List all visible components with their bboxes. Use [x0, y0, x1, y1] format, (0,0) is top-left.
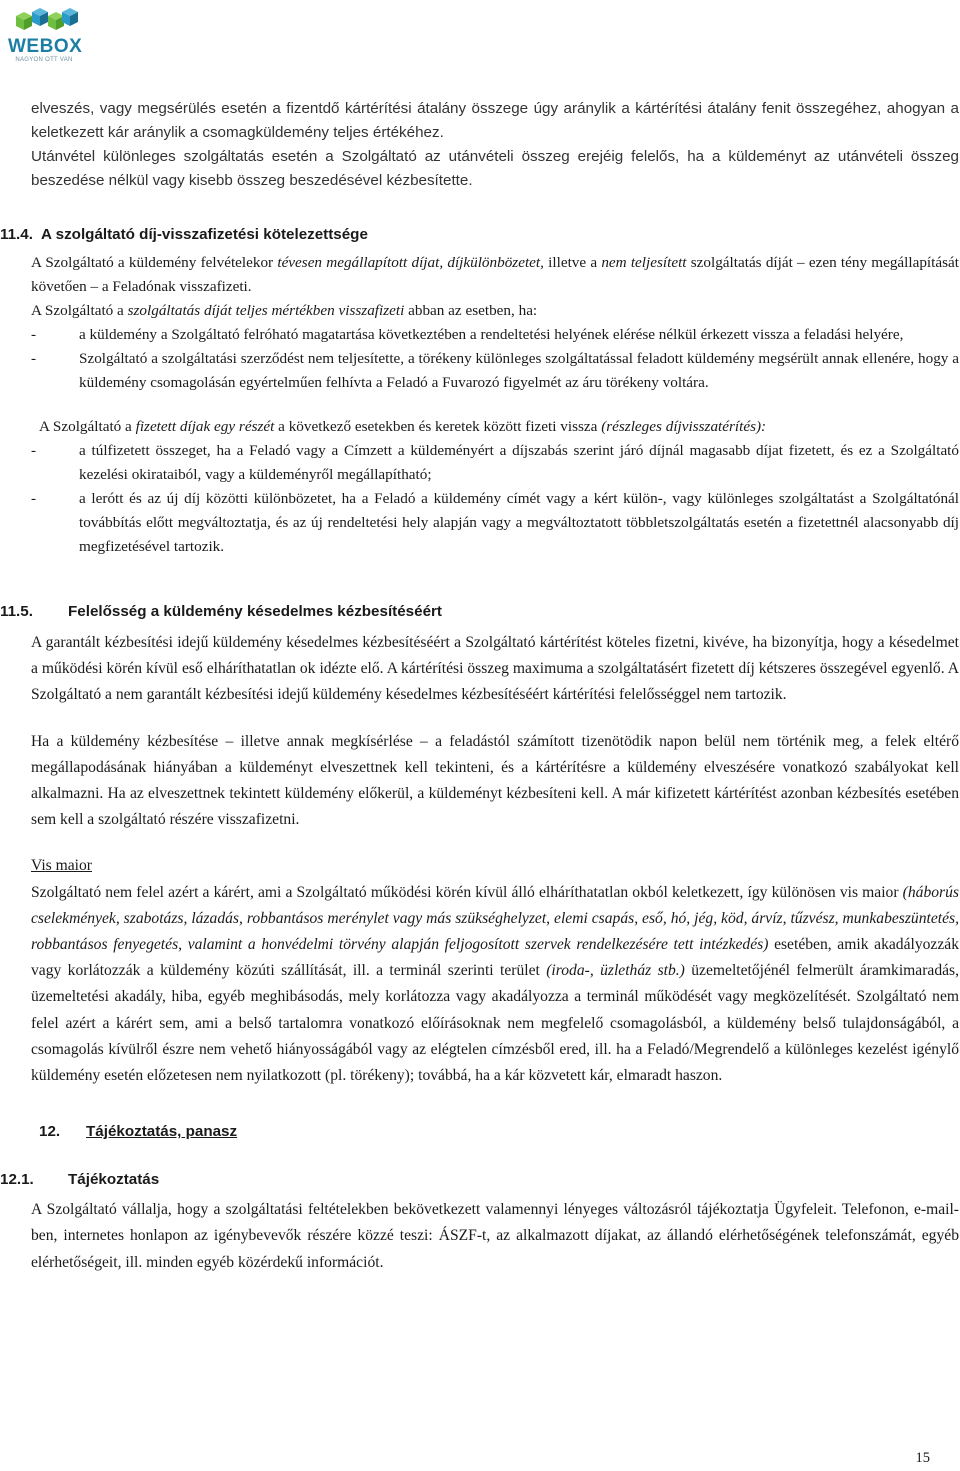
paragraph: Utánvétel különleges szolgáltatás esetén a Szolgáltató az utánvételi összeg erejéig felelős, ha a küldeményt az utánvételi összeg beszedése nélkül vagy kisebb összeg beszedésével kézbesítette.	[31, 148, 959, 189]
section-heading-12-1	[0, 1171, 959, 1193]
section-title: Tájékoztatás	[68, 1171, 160, 1189]
section-number: 12.	[39, 1123, 61, 1141]
section-title: A szolgáltató díj-visszafizetési kötelezettsége	[41, 226, 368, 243]
section-heading-11-5	[0, 603, 959, 625]
section-title: Felelősség a küldemény késedelmes kézbesítéséért	[68, 603, 442, 620]
paragraph: Ha a küldemény kézbesítése – illetve annak megkísérlése – a feladástól számított tizenötödik napon belül nem történik meg, a felek eltérő megállapodásának hiányában a küldeményt elveszettnek kell tekinteni, és a kártérítésre a küldemény elveszésére vonatkozó szabályokat kell alkalmazni. Ha az elveszettnek tekintett küldemény előkerül, a küldeményt kézbesíteni kell. A már kifizetett kártérítést azonban kézbesítés esetében sem kell a szolgáltató részére visszafizetni.	[31, 732, 959, 829]
section-number: 11.5.	[0, 603, 33, 620]
list-dash: -	[31, 350, 37, 367]
paragraph: elveszés, vagy megsérülés esetén a fizentdő kártérítési átalány összege úgy aránylik a kártérítési átalány fenit összegéhez, ahogyan a keletkezett kár aránylik a csomagküldemény teljes értékéhez.	[31, 100, 959, 141]
document-body	[0, 97, 959, 1276]
subheading-vis-maior: Vis maior	[31, 857, 92, 875]
section-title: Tájékoztatás, panasz	[86, 1123, 238, 1141]
paragraph: A Szolgáltató a küldemény felvételekor tévesen megállapított díjat, díjkülönbözetet, illetve a nem teljesített szolgáltatás díját – ezen tény megállapítását követően – a Feladónak visszafizeti.	[31, 254, 959, 295]
webox-logo	[8, 4, 83, 66]
logo-tagline: NAGYON OTT VAN	[15, 57, 73, 63]
list-item: - Szolgáltató a szolgáltatási szerződést nem teljesítette, a törékeny különleges szolgáltatással feladott küldemény megsérült annak ellenére, hogy a küldemény csomagolásán egyértelműen felhívta a Feladó a Fuvarozó figyelmét az áru törékeny voltára.	[31, 347, 959, 395]
paragraph: A Szolgáltató a szolgáltatás díját teljes mértékben visszafizeti abban az esetben, ha:	[31, 302, 538, 319]
paragraph: A Szolgáltató vállalja, hogy a szolgáltatási feltételekben bekövetkezett valamennyi lényeges változásról tájékoztatja Ügyfeleit. Telefonon, e-mail-ben, internetes honlapon az igénybevevők részére közzé teszi: ÁSZF-t, az alkalmazott díjakat, az állandó elérhetőségének telefonszámát, egyéb elérhetőségeit, ill. minden egyéb közérdekű információt.	[31, 1201, 959, 1271]
paragraph: A garantált kézbesítési idejű küldemény késedelmes kézbesítéséért a Szolgáltató kártérítést köteles fizetni, kivéve, ha bizonyítja, hogy a késedelmet a működési körén kívül eső elháríthatatlan ok idézte elő. A kártérítési összeg maximuma a szolgáltatásért fizetett díj kétszeres összegével egyenlő. A Szolgáltató a nem garantált kézbesítési idejű küldemény késedelmes kézbesítéséért kártérítési felelősséggel nem tartozik.	[31, 634, 959, 704]
list-item: - a küldemény a Szolgáltató felróható magatartása következtében a rendeltetési helyének elérése nélkül érkezett vissza a feladási helyére,	[31, 323, 959, 347]
section-number: 11.4.	[0, 226, 33, 243]
section-number: 12.1.	[0, 1171, 34, 1189]
section-heading-12	[31, 1123, 959, 1145]
list-item: - a lerótt és az új díj közötti különbözetet, ha a Feladó a küldemény címét vagy a kért külön-, vagy különleges szolgáltatást a Szolgáltatónál továbbítás előtt megváltoztatja, és az új rendeltetési hely alapján vagy a megváltoztatott többletszolgáltatás esetén a fizetettnél alacsonyabb díj megfizetésével tartozik.	[31, 487, 959, 559]
paragraph: A Szolgáltató a fizetett díjak egy részét a következő esetekben és keretek között fizeti vissza (részleges díjvisszatérítés):	[39, 418, 767, 435]
paragraph: Szolgáltató nem felel azért a kárért, ami a Szolgáltató működési körén kívül álló elháríthatatlan okból keletkezett, így különösen vis maior (háborús cselekmények, szabotázs, lázadás, robbantásos merénylet vagy más szükséghelyzet, elemi csapás, eső, hó, jég, köd, árvíz, tűzvész, munkabeszüntetés, robbantásos fenyegetés, valamint a honvédelmi törvény alapján feljogosított szervek rendelkezésére tett intézkedés) esetében, amik akadályozzák vagy korlátozzák a küldemény közúti szállítását, ill. a terminál szerinti terület (iroda-, üzletház stb.) üzemeltetőjénél felmerült áramkimaradás, üzemeltetési akadály, hiba, egyéb meghibásodás, mely korlátozza vagy akadályozza a terminál működését vagy megközelítését. Szolgáltató nem felel azért a kárért sem, ami a belső tartalomra vonatkozó előírásoknak nem megfelelő csomagolásból, a küldemény belső tulajdonságából, a csomagolás kívülről észre nem vehető hiányosságából vagy az elégtelen címzésből ered, ill. ha a Feladó/Megrendelő a különleges kezelést igénylő küldemény esetén előzetesen nem nyilatkozott (pl. törékeny); továbbá, ha a kár közvetett kár, elmaradt haszon.	[31, 883, 959, 1085]
page-number: 15	[915, 1450, 930, 1466]
logo-wordmark: WEBOX	[8, 36, 83, 57]
section-heading-11-4	[0, 226, 959, 248]
list-dash: -	[31, 326, 37, 343]
list-dash: -	[31, 490, 37, 507]
list-dash: -	[31, 442, 37, 459]
cube-mark-icon	[8, 4, 80, 38]
list-item: - a túlfizetett összeget, ha a Feladó vagy a Címzett a küldeményért a díjszabás szerint járó díjnál magasabb díjat fizetett, és ez a Szolgáltató kezelési okirataiból, vagy a küldeményről megállapítható;	[31, 439, 959, 487]
